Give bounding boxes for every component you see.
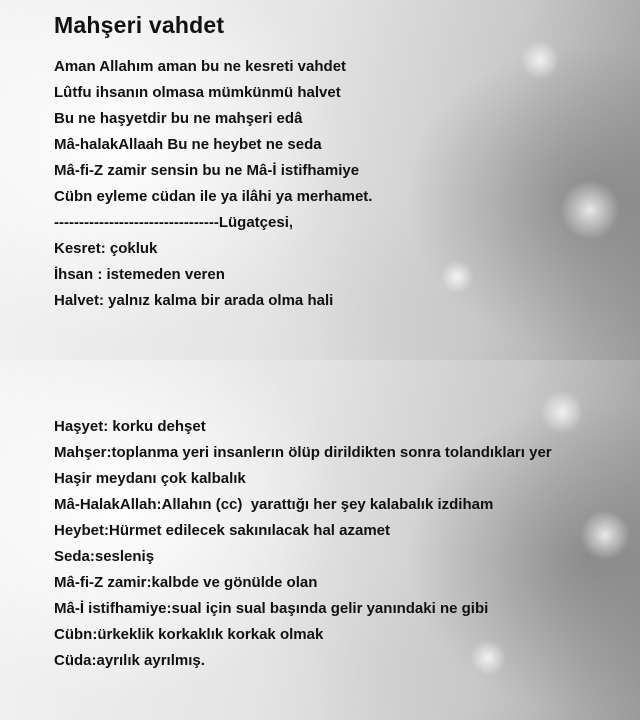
poem-line: Mâ-fi-Z zamir sensin bu ne Mâ-İ istifhamiye bbox=[54, 162, 360, 179]
poem-line: Lûtfu ihsanın olmasa mümkünmü halvet bbox=[54, 84, 341, 101]
glossary-entry: Heybet:Hürmet edilecek sakınılacak hal azamet bbox=[54, 522, 390, 539]
glossary-entry: Haşir meydanı çok kalbalık bbox=[54, 470, 246, 487]
poem-line: Aman Allahım aman bu ne kesreti vahdet bbox=[54, 58, 347, 75]
poem-line: Mâ-halakAllaah Bu ne heybet ne seda bbox=[54, 136, 322, 153]
glossary-entry: Cüda:ayrılık ayrılmış. bbox=[54, 652, 205, 669]
glossary-header: ---------------------------------Lügatçesi, bbox=[54, 214, 294, 231]
bokeh-light bbox=[560, 180, 620, 240]
glossary-entry: Mâ-fi-Z zamir:kalbde ve gönülde olan bbox=[54, 574, 318, 591]
glossary-entry: Kesret: çokluk bbox=[54, 240, 158, 257]
glossary-list bbox=[54, 414, 552, 674]
glossary-entry: Halvet: yalnız kalma bir arada olma hali bbox=[54, 292, 334, 309]
poem-line: Cübn eyleme cüdan ile ya ilâhi ya merhamet. bbox=[54, 188, 373, 205]
bottom-panel bbox=[0, 360, 640, 720]
poem-text bbox=[54, 54, 372, 314]
glossary-entry: Seda:sesleniş bbox=[54, 548, 155, 565]
bokeh-light bbox=[440, 260, 474, 294]
bokeh-light bbox=[520, 40, 560, 80]
poem-title: Mahşeri vahdet bbox=[54, 12, 225, 38]
bokeh-light bbox=[580, 510, 630, 560]
glossary-entry: Mâ-HalakAllah:Allahın (cc) yarattığı her şey kalabalık izdiham bbox=[54, 496, 494, 513]
glossary-entry: Mahşer:toplanma yeri insanlerın ölüp dirildikten sonra tolandıkları yer bbox=[54, 444, 552, 461]
glossary-entry: Mâ-İ istifhamiye:sual için sual başında gelir yanındaki ne gibi bbox=[54, 600, 489, 617]
glossary-entry: İhsan : istemeden veren bbox=[54, 266, 225, 283]
glossary-entry: Cübn:ürkeklik korkaklık korkak olmak bbox=[54, 626, 324, 643]
glossary-entry: Haşyet: korku dehşet bbox=[54, 418, 206, 435]
poem-line: Bu ne haşyetdir bu ne mahşeri edâ bbox=[54, 110, 303, 127]
